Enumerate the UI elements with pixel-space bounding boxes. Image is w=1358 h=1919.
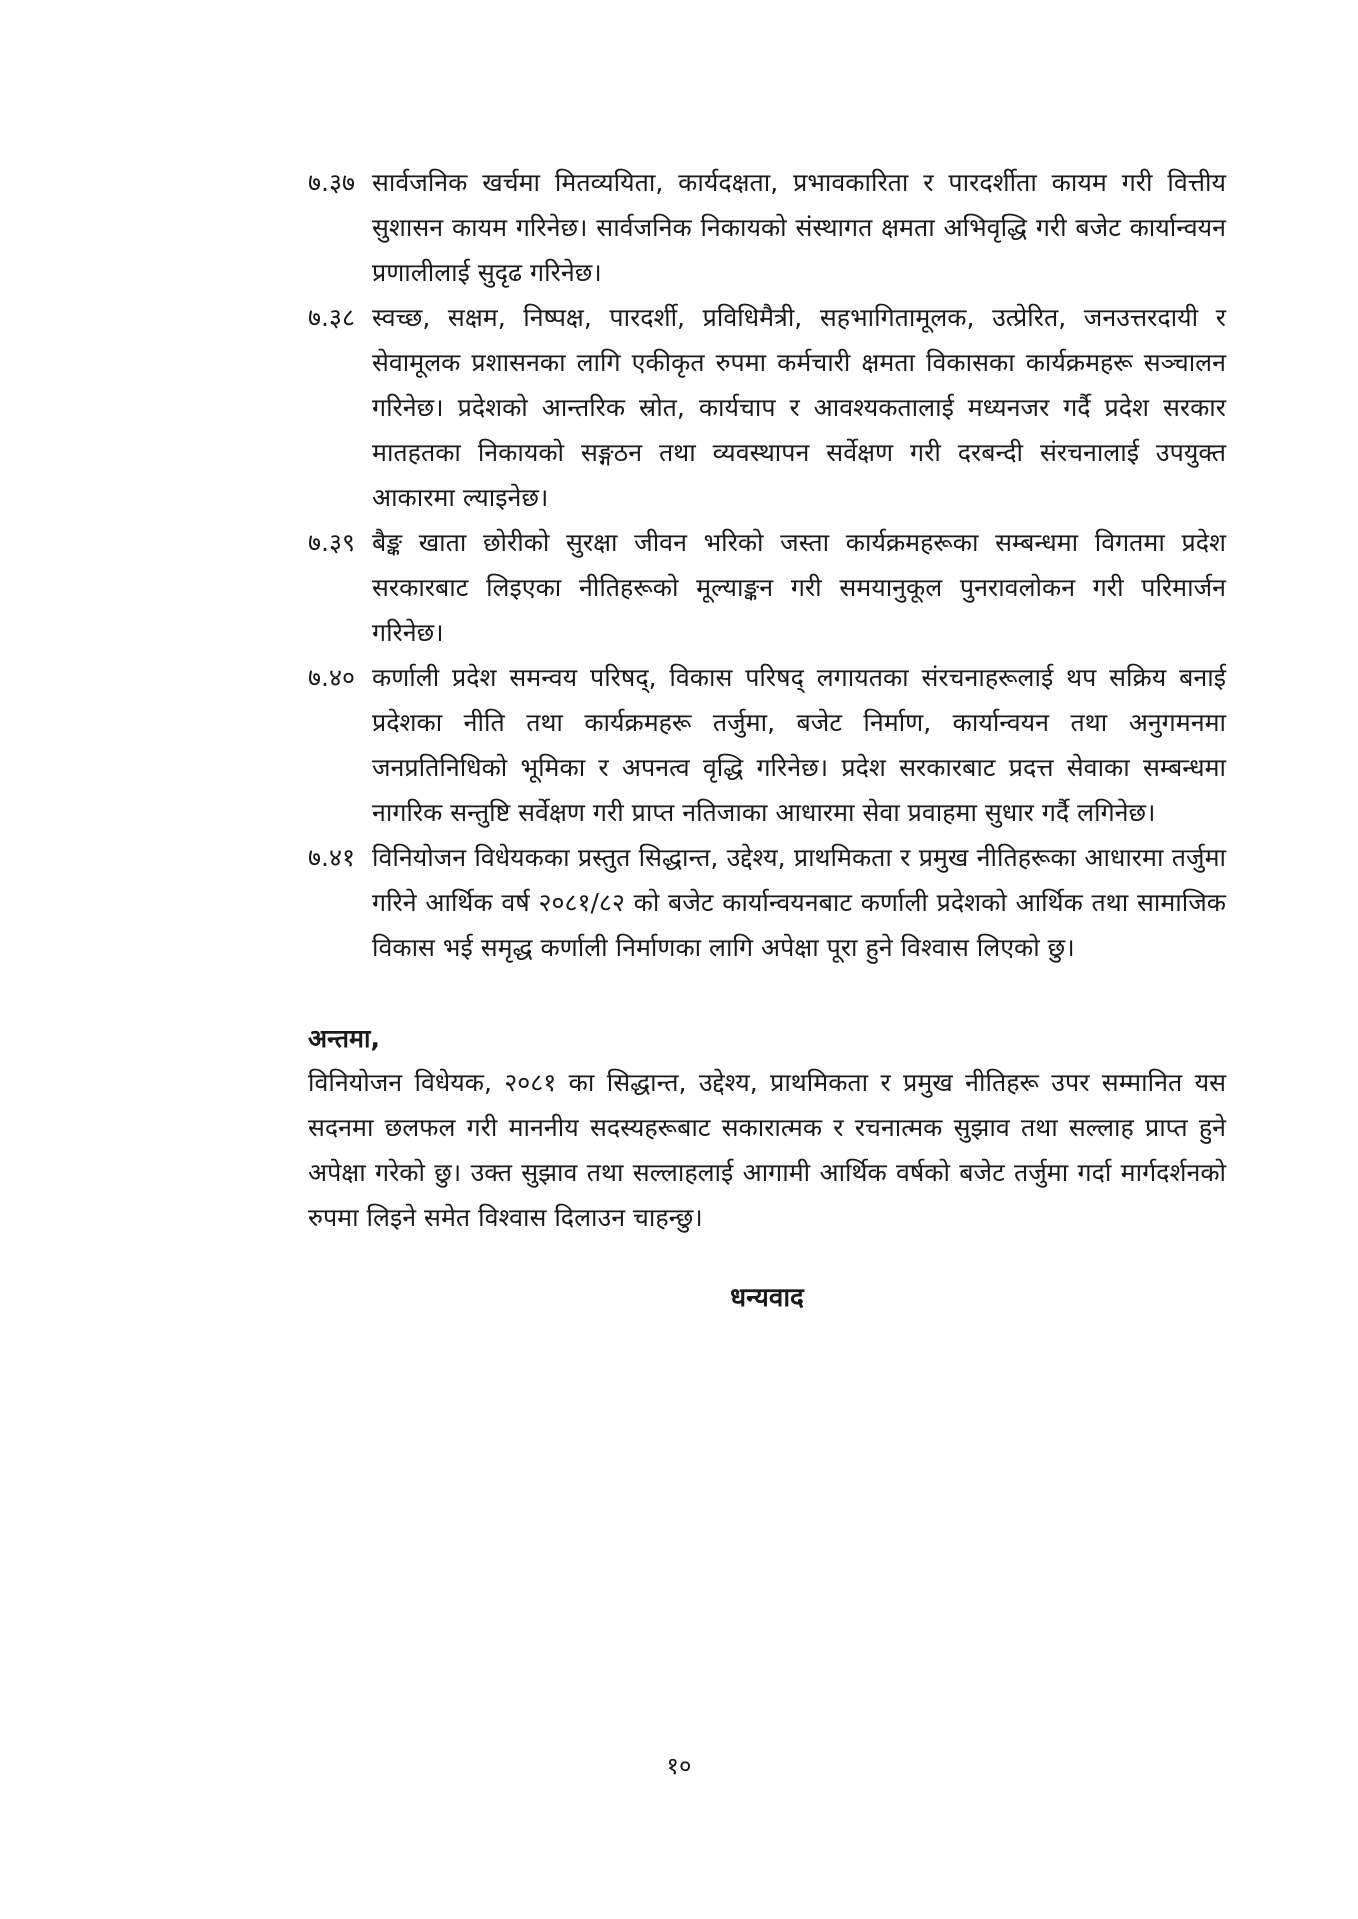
item-number: ७.३७ <box>308 168 355 197</box>
list-item <box>308 160 1226 295</box>
item-number: ७.४१ <box>308 843 355 872</box>
item-text: विनियोजन विधेयकका प्रस्तुत सिद्धान्त, उद्देश्य, प्राथमिकता र प्रमुख नीतिहरूका आधारमा तर्जुमा गरिने आर्थिक वर्ष २०८१/८२ को बजेट कार्यान्वयनबाट कर्णाली प्रदेशको आर्थिक तथा सामाजिक विकास भई समृद्ध कर्णाली निर्माणका लागि अपेक्षा पूरा हुने विश्वास लिएको छु। <box>372 843 1226 962</box>
page-content <box>308 160 1226 1318</box>
item-text: स्वच्छ, सक्षम, निष्पक्ष, पारदर्शी, प्रविधिमैत्री, सहभागितामूलक, उत्प्रेरित, जनउत्तरदायी र सेवामूलक प्रशासनका लागि एकीकृत रुपमा कर्मचारी क्षमता विकासका कार्यक्रमहरू सञ्चालन गरिनेछ। प्रदेशको आन्तरिक स्रोत, कार्यचाप र आवश्यकतालाई मध्यनजर गर्दै प्रदेश सरकार मातहतका निकायको सङ्गठन तथा व्यवस्थापन सर्वेक्षण गरी दरबन्दी संरचनालाई उपयुक्त आकारमा ल्याइनेछ। <box>372 303 1226 512</box>
list-item <box>308 835 1226 970</box>
item-number: ७.३८ <box>308 303 355 332</box>
thanks-heading: धन्यवाद <box>730 1283 804 1313</box>
item-text: बैङ्क खाता छोरीको सुरक्षा जीवन भरिको जस्ता कार्यक्रमहरूका सम्बन्धमा विगतमा प्रदेश सरकारबाट लिइएका नीतिहरूको मूल्याङ्कन गरी समयानुकूल पुनरावलोकन गरी परिमार्जन गरिनेछ। <box>372 528 1226 647</box>
closing-paragraph: विनियोजन विधेयक, २०८१ का सिद्धान्त, उद्देश्य, प्राथमिकता र प्रमुख नीतिहरू उपर सम्मानित यस सदनमा छलफल गरी माननीय सदस्यहरूबाट सकारात्मक र रचनात्मक सुझाव तथा सल्लाह प्राप्त हुने अपेक्षा गरेको छु। उक्त सुझाव तथा सल्लाहलाई आगामी आर्थिक वर्षको बजेट तर्जुमा गर्दा मार्गदर्शनको रुपमा लिइने समेत विश्वास दिलाउन चाहन्छु। <box>308 1068 1226 1232</box>
item-text: सार्वजनिक खर्चमा मितव्ययिता, कार्यदक्षता, प्रभावकारिता र पारदर्शीता कायम गरी वित्तीय सुशासन कायम गरिनेछ। सार्वजनिक निकायको संस्थागत क्षमता अभिवृद्धि गरी बजेट कार्यान्वयन प्रणालीलाई सुदृढ गरिनेछ। <box>372 168 1226 287</box>
list-item <box>308 655 1226 835</box>
page-number: १० <box>666 1752 692 1780</box>
list-item <box>308 295 1226 520</box>
closing-section <box>308 1018 1226 1240</box>
closing-heading: अन्तमा, <box>308 1024 380 1053</box>
item-number: ७.३९ <box>308 528 355 557</box>
item-number: ७.४० <box>308 663 355 692</box>
item-text: कर्णाली प्रदेश समन्वय परिषद्, विकास परिषद् लगायतका संरचनाहरूलाई थप सक्रिय बनाई प्रदेशका नीति तथा कार्यक्रमहरू तर्जुमा, बजेट निर्माण, कार्यान्वयन तथा अनुगमनमा जनप्रतिनिधिको भूमिका र अपनत्व वृद्धि गरिनेछ। प्रदेश सरकारबाट प्रदत्त सेवाका सम्बन्धमा नागरिक सन्तुष्टि सर्वेक्षण गरी प्राप्त नतिजाका आधारमा सेवा प्रवाहमा सुधार गर्दै लगिनेछ। <box>372 663 1226 827</box>
list-item <box>308 520 1226 655</box>
